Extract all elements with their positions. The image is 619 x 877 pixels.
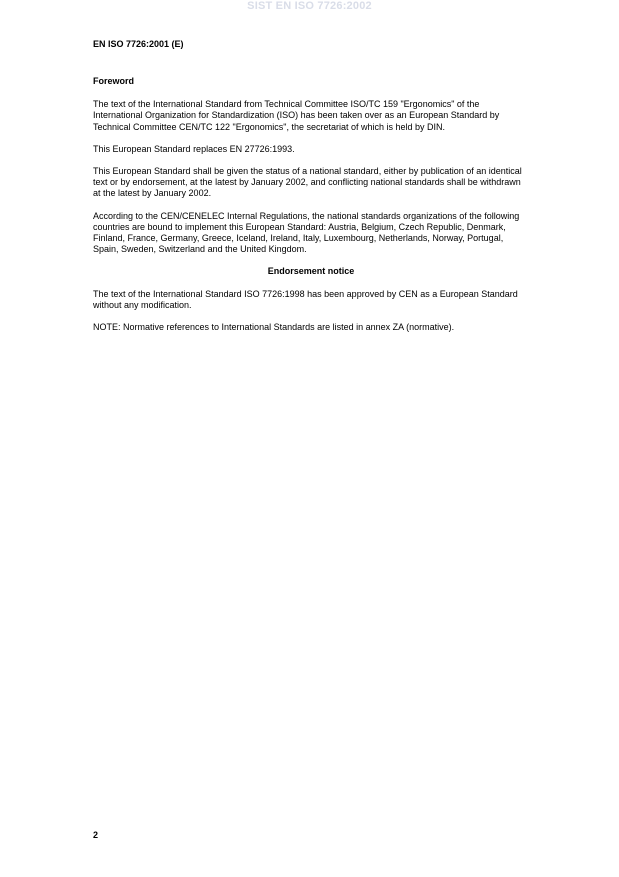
foreword-heading: Foreword [93, 76, 135, 86]
page-number: 2 [93, 830, 99, 840]
endorsement-paragraph: The text of the International Standard ISO 7726:1998 has been approved by CEN as a European Standard without any modification. [93, 288, 518, 310]
page-content [93, 76, 529, 344]
document-reference: EN ISO 7726:2001 (E) [93, 39, 184, 49]
foreword-paragraph: This European Standard replaces EN 27726:1993. [93, 143, 295, 154]
foreword-paragraph: According to the CEN/CENELEC Internal Regulations, the national standards organizations of the following countries are bound to implement this European Standard: Austria, Belgium, Czech Republic, Denmark, Finland, France, Germany, Greece, Iceland, Ireland, Italy, Luxembourg, Netherlands, Norway, Portugal, Spain, Sweden, Switzerland and the United Kingdom. [93, 210, 520, 255]
endorsement-heading: Endorsement notice [267, 266, 355, 277]
foreword-paragraph: This European Standard shall be given the status of a national standard, either by publication of an identical text or by endorsement, at the latest by January 2002, and conflicting national standards shall be withdrawn at the latest by January 2002. [93, 166, 522, 199]
watermark: SIST EN ISO 7726:2002 [247, 0, 372, 12]
normative-note: NOTE: Normative references to International Standards are listed in annex ZA (normative). [93, 322, 455, 333]
foreword-paragraph: The text of the International Standard from Technical Committee ISO/TC 159 "Ergonomics" of the International Organization for Standardization (ISO) has been taken over as an European Standard by Technical Committee CEN/TC 122 "Ergonomics", the secretariat of which is held by DIN. [93, 99, 500, 132]
